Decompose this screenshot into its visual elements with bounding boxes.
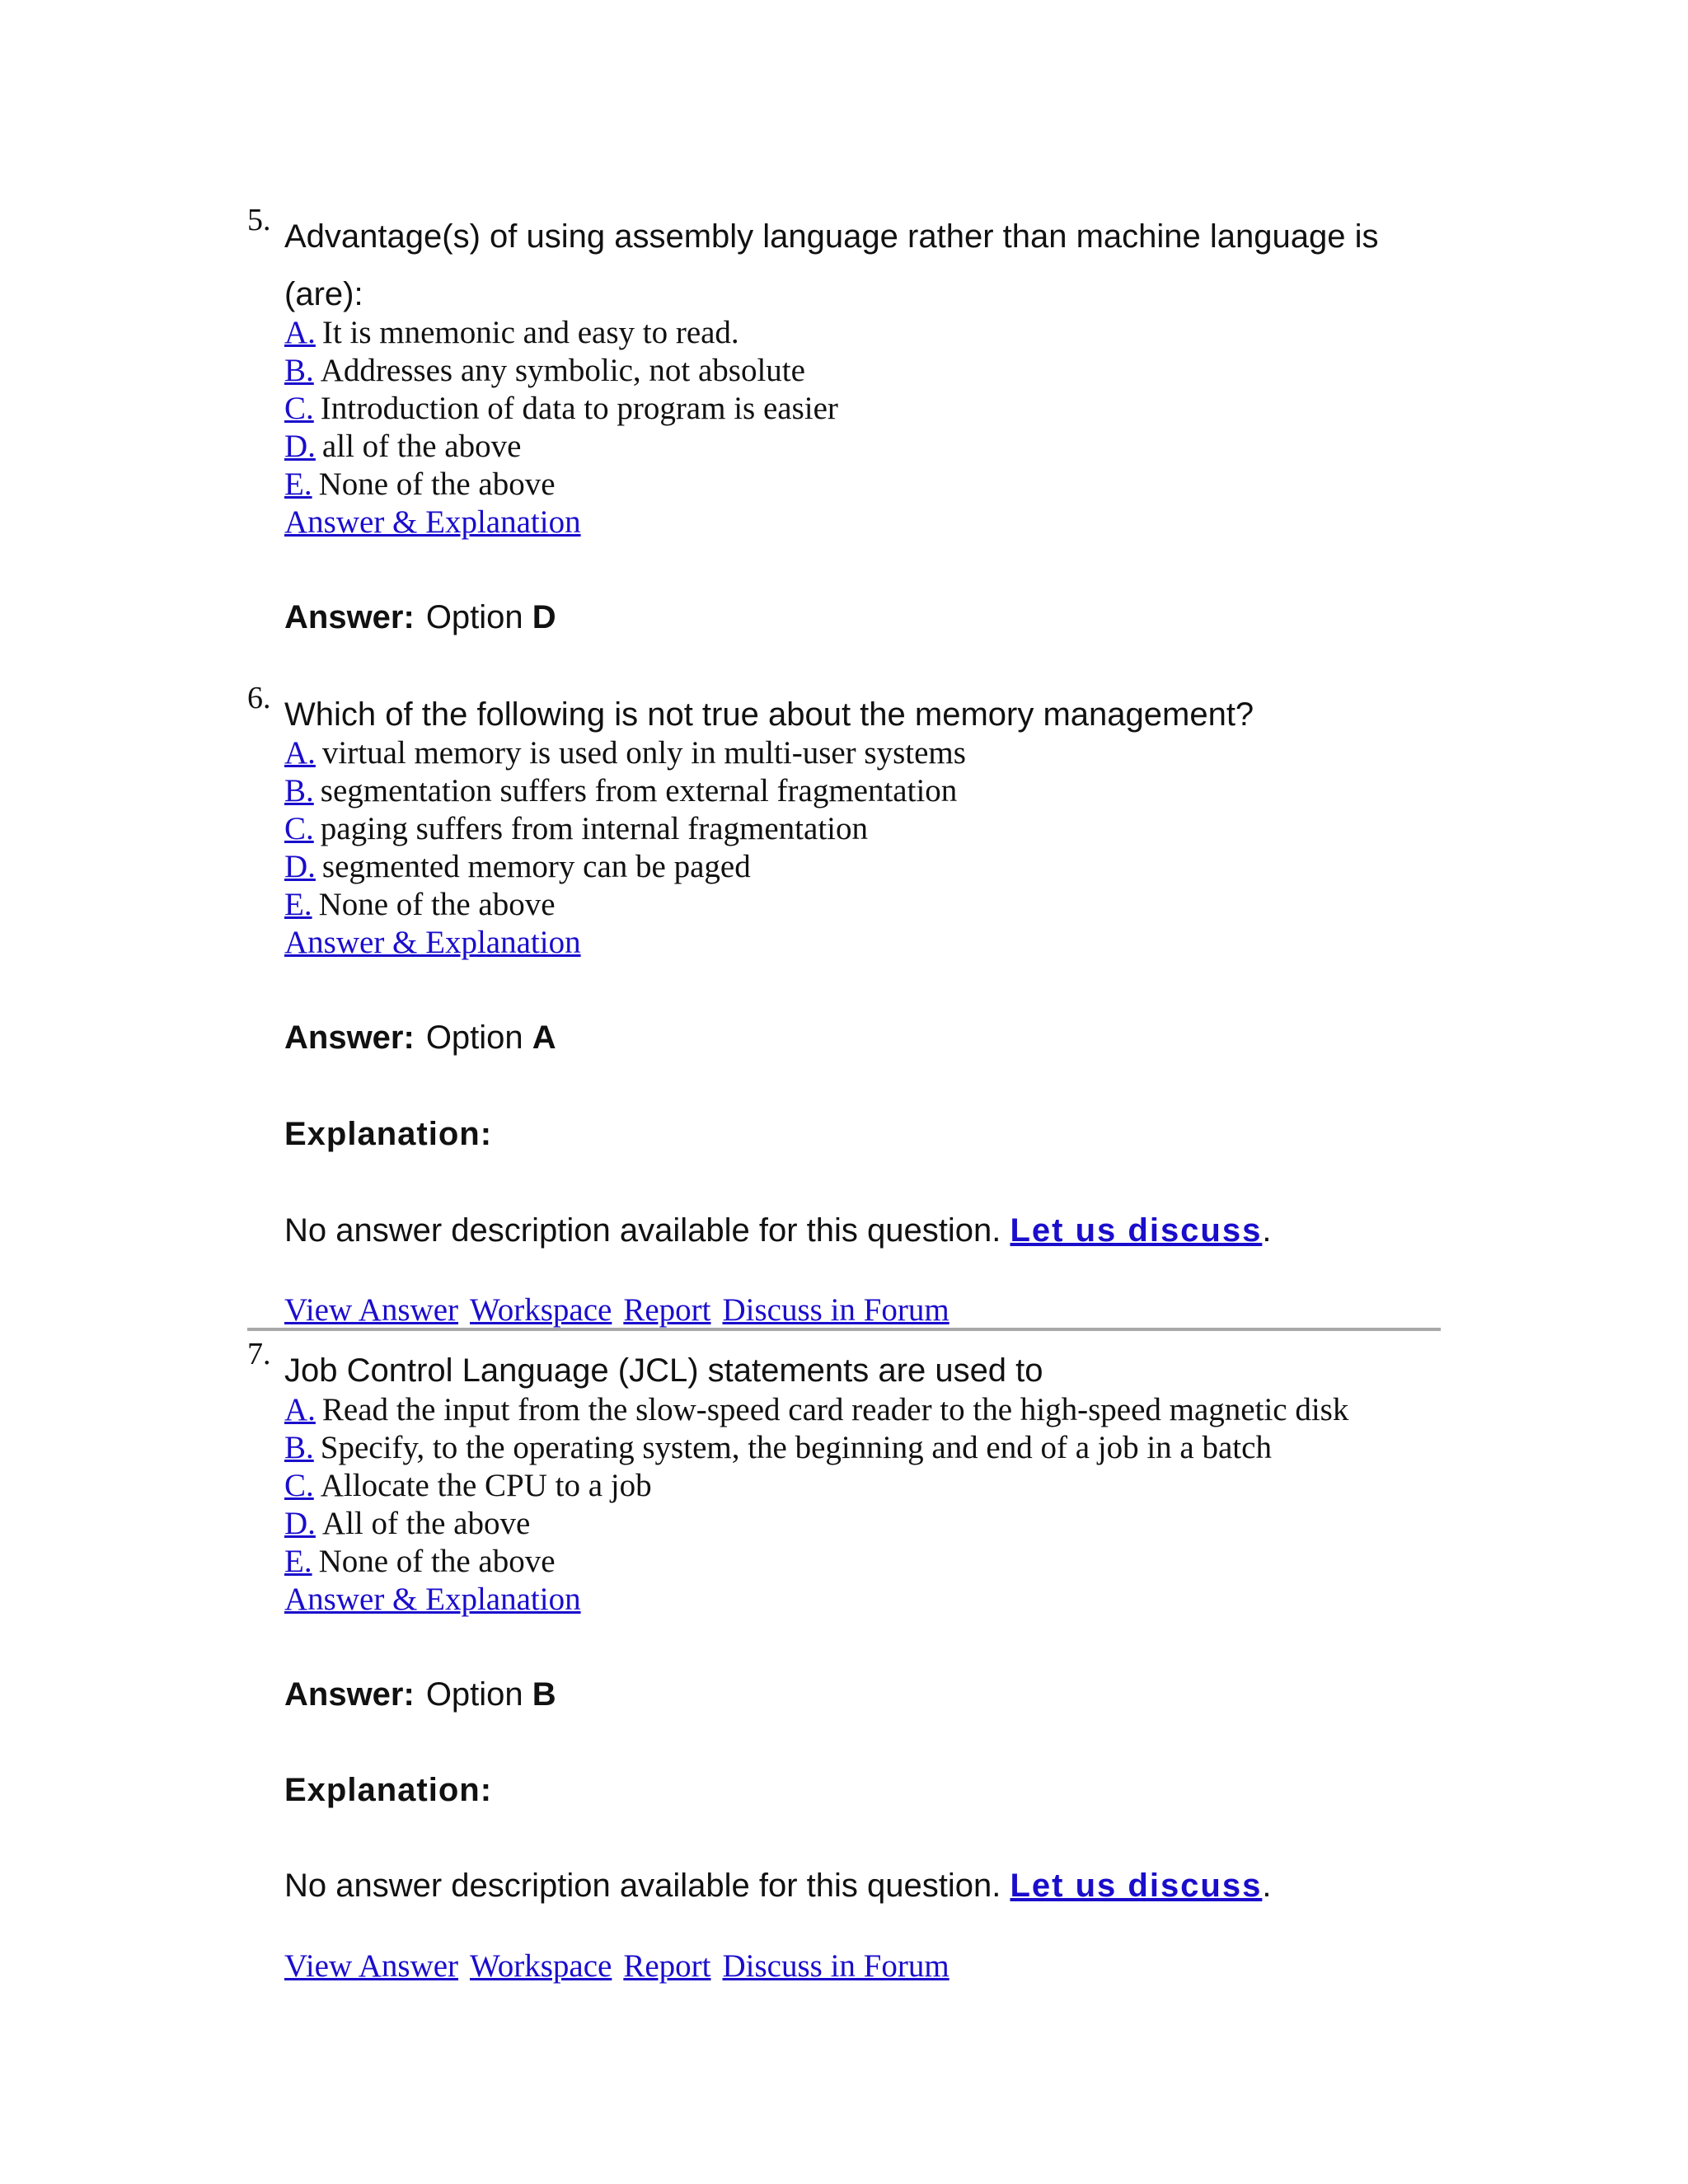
option-letter-link[interactable]: A. [284,1392,316,1427]
report-link[interactable]: Report [623,1948,711,1984]
option-letter-link[interactable]: B. [284,1430,314,1465]
option-e [284,466,556,503]
option-letter-link[interactable]: D. [284,1506,316,1541]
answer-explanation-link[interactable]: Answer & Explanation [284,504,581,540]
answer-prefix: Option [425,1019,523,1056]
explanation-period: . [1262,1212,1272,1249]
explanation-text [284,1212,1271,1249]
option-letter-link[interactable]: E. [284,1544,312,1579]
answer-explanation-link[interactable]: Answer & Explanation [284,1582,581,1617]
option-letter-link[interactable]: C. [284,391,314,426]
option-text: Specify, to the operating system, the beginning and end of a job in a batch [320,1430,1272,1465]
option-text: All of the above [321,1506,531,1541]
option-text: Addresses any symbolic, not absolute [320,353,805,388]
option-letter-link[interactable]: B. [284,353,314,388]
option-letter-link[interactable]: C. [284,811,314,846]
option-letter-link[interactable]: D. [284,429,316,464]
question-text: Job Control Language (JCL) statements are used to [284,1352,1043,1389]
option-text: segmentation suffers from external fragmentation [320,773,958,808]
answer-explanation-link[interactable]: Answer & Explanation [284,925,581,960]
option-b [284,1429,1272,1466]
option-b [284,352,805,389]
option-a [284,314,739,351]
option-d [284,1505,530,1542]
report-link[interactable]: Report [623,1292,711,1328]
option-a [284,734,966,771]
option-text: virtual memory is used only in multi-user systems [321,735,966,771]
explanation-heading: Explanation: [284,1116,493,1152]
option-e [284,1543,556,1580]
option-text: Read the input from the slow-speed card reader to the high-speed magnetic disk [321,1392,1349,1427]
option-c [284,390,838,427]
explanation-body: No answer description available for this question. [284,1212,1001,1249]
option-letter-link[interactable]: E. [284,466,312,502]
answer-label: Answer: [284,599,415,635]
answer-prefix: Option [425,599,523,635]
question-text: Advantage(s) of using assembly language rather than machine language is (are): [284,218,1379,312]
explanation-heading: Explanation: [284,1772,493,1808]
option-a [284,1391,1348,1428]
discuss-in-forum-link[interactable]: Discuss in Forum [722,1292,950,1328]
question-actions [284,1291,958,1329]
option-text: Allocate the CPU to a job [320,1468,652,1503]
option-b [284,772,957,809]
option-letter-link[interactable]: A. [284,315,316,350]
answer-value: D [532,599,556,635]
option-c [284,1467,652,1504]
explanation-period: . [1262,1868,1272,1904]
question-text: Which of the following is not true about the memory management? [284,696,1254,733]
option-e [284,886,556,923]
answer-explanation-row [284,924,589,961]
let-us-discuss-link[interactable]: Let us discuss [1010,1212,1263,1249]
let-us-discuss-link[interactable]: Let us discuss [1010,1868,1263,1904]
workspace-link[interactable]: Workspace [470,1292,612,1328]
question-number: 7. [247,1337,271,1371]
answer-label: Answer: [284,1676,415,1713]
option-text: paging suffers from internal fragmentation [320,811,869,846]
option-letter-link[interactable]: C. [284,1468,314,1503]
option-text: It is mnemonic and easy to read. [321,315,739,350]
option-letter-link[interactable]: A. [284,735,316,771]
answer-explanation-row [284,1581,589,1618]
answer-line [284,1019,556,1057]
option-letter-link[interactable]: B. [284,773,314,808]
answer-line [284,599,556,636]
option-text: Introduction of data to program is easier [320,391,838,426]
option-text: None of the above [318,1544,556,1579]
answer-explanation-row [284,504,589,541]
question-number: 6. [247,681,271,715]
answer-value: A [532,1019,556,1056]
option-c [284,810,868,847]
option-text: None of the above [318,887,556,922]
answer-value: B [532,1676,556,1713]
option-letter-link[interactable]: D. [284,849,316,884]
question-divider [247,1328,1441,1331]
workspace-link[interactable]: Workspace [470,1948,612,1984]
view-answer-link[interactable]: View Answer [284,1292,459,1328]
option-letter-link[interactable]: E. [284,887,312,922]
answer-line [284,1676,556,1713]
view-answer-link[interactable]: View Answer [284,1948,459,1984]
question-actions [284,1947,958,1985]
option-text: segmented memory can be paged [321,849,751,884]
option-text: all of the above [321,429,522,464]
option-d [284,848,751,885]
answer-label: Answer: [284,1019,415,1056]
option-text: None of the above [318,466,556,502]
explanation-text [284,1868,1271,1905]
explanation-body: No answer description available for this question. [284,1868,1001,1904]
discuss-in-forum-link[interactable]: Discuss in Forum [722,1948,950,1984]
answer-prefix: Option [425,1676,523,1713]
question-number: 5. [247,203,271,237]
option-d [284,428,521,465]
